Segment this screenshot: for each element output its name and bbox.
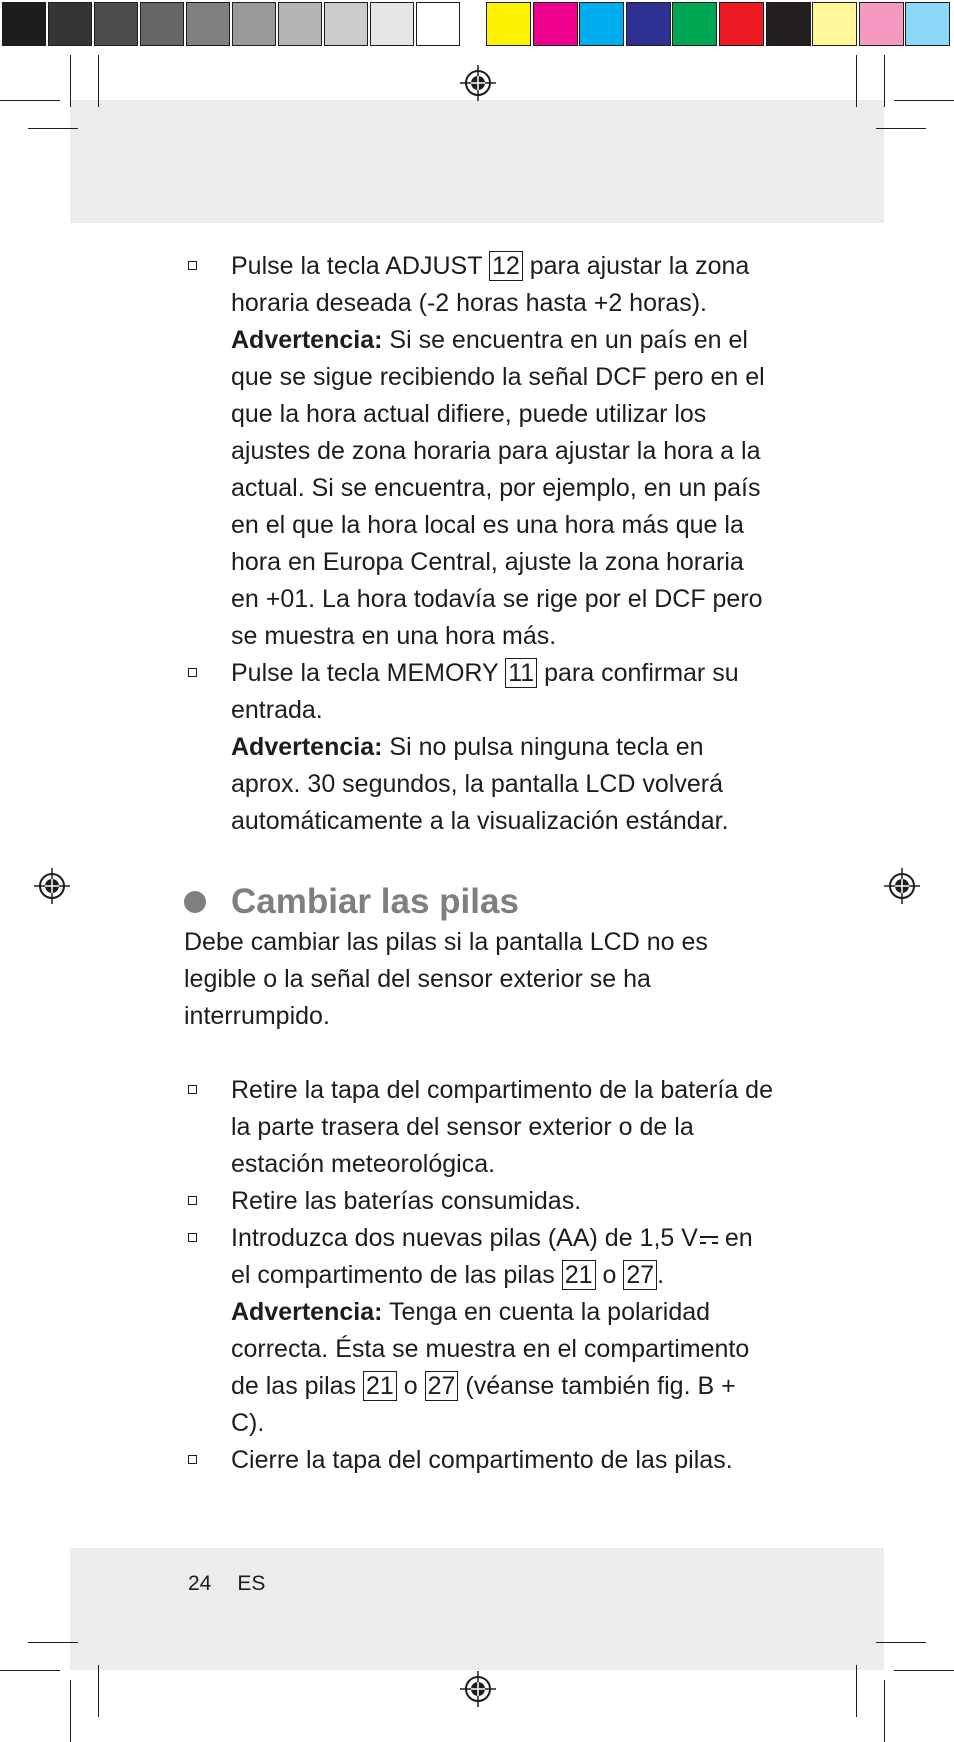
crop-mark [98, 1665, 99, 1717]
registration-mark-icon [458, 63, 498, 103]
list-item [184, 1183, 774, 1220]
language-code: ES [237, 1572, 266, 1595]
text-run: para ajustar la zona horaria deseada (-2 horas hasta +2 horas). [231, 252, 750, 317]
text-run: para confirmar su entrada. [231, 659, 739, 724]
text-run: Si se encuentra en un país en el que se sigue recibiendo la señal DCF pero en el que la hora actual difiere, puede utilizar los ajustes de zona horaria para ajustar la hora a la actual. Si se encuentra, por ejemplo, en un país en el que la hora local es una hora más que la hora en Europa Central, ajuste la zona horaria en +01. La hora todavía se rige por el DCF pero se muestra en una hora más. [231, 326, 765, 650]
text-run: Si no pulsa ninguna tecla en aprox. 30 segundos, la pantalla LCD volverá automáticamente a la visualización estándar. [231, 733, 729, 835]
crop-mark [0, 1670, 60, 1671]
header-band [70, 100, 884, 223]
color-swatch [94, 2, 138, 46]
part-reference-number: 11 [505, 658, 537, 688]
color-swatch [812, 2, 857, 46]
part-reference-number: 27 [425, 1371, 459, 1401]
checkbox-bullet-icon [188, 261, 197, 270]
color-swatch [232, 2, 276, 46]
text-run: en el compartimento de las pilas [231, 1224, 753, 1289]
crop-mark [884, 1680, 885, 1742]
color-swatch [672, 2, 717, 46]
text-run: o [396, 1372, 425, 1400]
checkbox-bullet-icon [188, 1233, 197, 1242]
text-run: Pulse la tecla ADJUST [231, 252, 489, 280]
text-run: Pulse la tecla MEMORY [231, 659, 506, 687]
section-heading [184, 880, 774, 924]
checkbox-bullet-icon [188, 1085, 197, 1094]
page-footer [188, 1572, 291, 1596]
text-run: Cierre la tapa del compartimento de las pilas. [231, 1446, 733, 1474]
crop-mark [28, 128, 78, 129]
crop-mark [876, 128, 926, 129]
color-swatch [324, 2, 368, 46]
color-swatch [719, 2, 764, 46]
color-swatch [370, 2, 414, 46]
color-swatch [859, 2, 904, 46]
crop-mark [98, 55, 99, 107]
text-run: Introduzca dos nuevas pilas (AA) de 1,5 V [231, 1224, 698, 1252]
list-item [184, 248, 774, 655]
text-run: Retire la tapa del compartimento de la batería de la parte trasera del sensor exterior o de la estación meteorológica. [231, 1076, 773, 1178]
crop-mark [876, 1642, 926, 1643]
manual-content [184, 248, 774, 1479]
color-swatch [48, 2, 92, 46]
crop-mark [70, 1680, 71, 1742]
list-item [184, 1442, 774, 1479]
part-reference-number: 21 [363, 1371, 397, 1401]
checkbox-bullet-icon [188, 1455, 197, 1464]
color-swatch [186, 2, 230, 46]
crop-mark [70, 55, 71, 107]
list-item [184, 1072, 774, 1183]
crop-mark [856, 1665, 857, 1717]
registration-mark-icon [882, 866, 922, 906]
color-swatch [416, 2, 460, 46]
section-heading-text: Cambiar las pilas [231, 882, 519, 921]
color-swatch [766, 2, 811, 46]
crop-mark [28, 1642, 78, 1643]
color-swatch [278, 2, 322, 46]
text-run: o [595, 1261, 624, 1289]
checkbox-bullet-icon [188, 668, 197, 677]
part-reference-number: 21 [562, 1260, 596, 1290]
color-calibration-bar [0, 0, 954, 50]
direct-current-icon [700, 1233, 718, 1245]
checkbox-bullet-icon [188, 1196, 197, 1205]
part-reference-number: 12 [489, 251, 523, 281]
color-swatch [486, 2, 531, 46]
crop-mark [884, 55, 885, 107]
crop-mark [856, 55, 857, 107]
registration-mark-icon [32, 866, 72, 906]
text-run: Retire las baterías consumidas. [231, 1187, 582, 1215]
intro-paragraph: Debe cambiar las pilas si la pantalla LCD no es legible o la señal del sensor exterior se ha interrumpido. [184, 928, 708, 1030]
footer-band [70, 1548, 884, 1670]
step-list [184, 1072, 774, 1479]
page-number: 24 [188, 1572, 212, 1595]
color-swatch [140, 2, 184, 46]
note-label: Advertencia: [231, 1298, 383, 1326]
list-item [184, 1220, 774, 1442]
text-run: Tenga en cuenta la polaridad correcta. Ésta se muestra en el compartimento de las pilas [231, 1298, 750, 1400]
color-swatch [2, 2, 46, 46]
step-list [184, 248, 774, 840]
crop-mark [894, 1670, 954, 1671]
crop-mark [0, 100, 60, 101]
text-run: . [657, 1261, 665, 1289]
registration-mark-icon [458, 1669, 498, 1709]
note-label: Advertencia: [231, 733, 383, 761]
crop-mark [894, 100, 954, 101]
heading-bullet-icon [184, 891, 206, 913]
color-swatch [626, 2, 671, 46]
part-reference-number: 27 [623, 1260, 657, 1290]
note-label: Advertencia: [231, 326, 383, 354]
color-swatch [579, 2, 624, 46]
color-swatch [533, 2, 578, 46]
color-swatch [905, 2, 950, 46]
text-run: (véanse también fig. B + C). [231, 1372, 736, 1437]
list-item [184, 655, 774, 840]
